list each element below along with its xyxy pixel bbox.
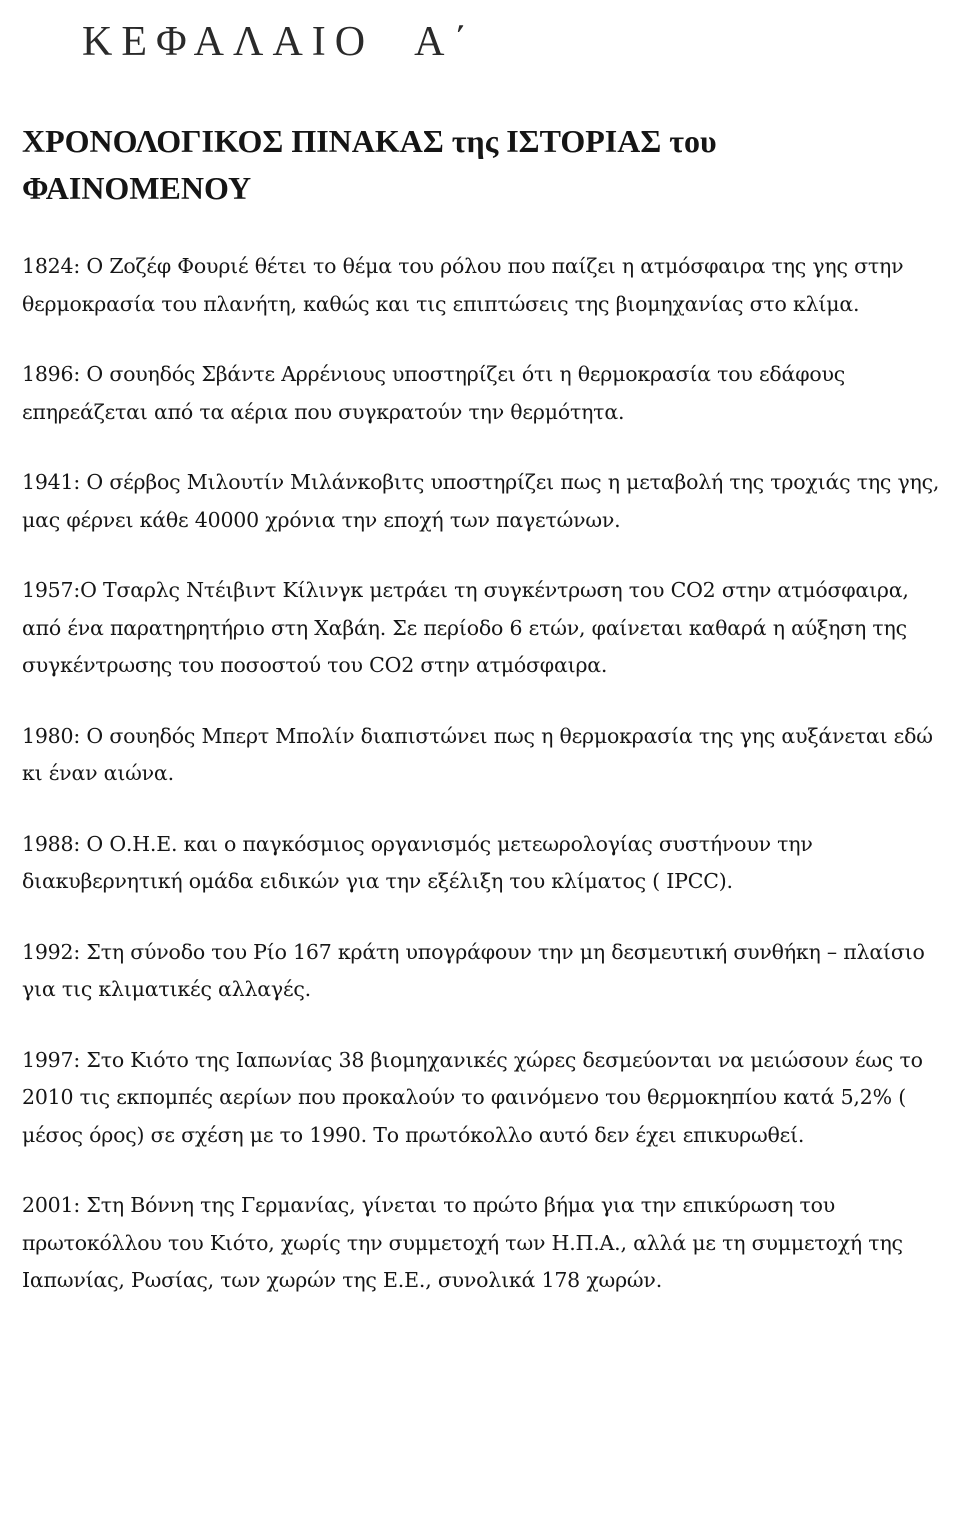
timeline-entry	[22, 718, 942, 793]
entry-year: 1941:	[22, 470, 81, 494]
timeline-entry	[22, 248, 942, 323]
entry-text: Ο Τσαρλς Ντέιβιντ Κίλινγκ μετράει τη συγκέντρωση του CO2 στην ατμόσφαιρα, από ένα παρατηρητήριο στη Χαβάη. Σε περίοδο 6 ετών, φαίνεται καθαρά η αύξηση της συγκέντρωσης του ποσοστού του CO2 στην ατμόσφαιρα.	[22, 578, 909, 677]
timeline-entry	[22, 1042, 942, 1155]
chapter-word: ΚΕΦΑΛΑΙΟ	[82, 19, 375, 65]
entry-text: Ο σουηδός Μπερτ Μπολίν διαπιστώνει πως η θερμοκρασία της γης αυξάνεται εδώ κι έναν αιώνα.	[22, 723, 933, 785]
entry-year: 1992:	[22, 939, 81, 964]
entry-year: 1957:	[22, 578, 81, 602]
timeline-entry	[22, 1187, 942, 1300]
entry-text: Ο Ο.Η.Ε. και ο παγκόσμιος οργανισμός μετεωρολογίας συστήνουν την διακυβερνητική ομάδα ειδικών για την εξέλιξη του κλίματος ( IPCC).	[22, 831, 813, 893]
timeline-entry	[22, 356, 942, 431]
entry-year: 1997:	[22, 1047, 81, 1072]
entry-text: Στο Κιότο της Ιαπωνίας 38 βιομηχανικές χώρες δεσμεύονται να μειώσουν έως το 2010 τις εκπομπές αερίων που προκαλούν το φαινόμενο του θερμοκηπίου κατά 5,2% ( μέσος όρος) σε σχέση με το 1990. Το πρωτόκολλο αυτό δεν έχει επικυρωθεί.	[22, 1047, 923, 1147]
entry-year: 1896:	[22, 362, 81, 386]
chapter-numeral: Α΄	[414, 19, 477, 65]
entry-year: 1824:	[22, 254, 81, 278]
entry-text: Ο σέρβος Μιλουτίν Μιλάνκοβιτς υποστηρίζει πως η μεταβολή της τροχιάς της γης, μας φέρνει κάθε 40000 χρόνια την εποχή των παγετώνων.	[22, 470, 940, 532]
entry-year: 2001:	[22, 1193, 81, 1217]
timeline-entry	[22, 826, 942, 901]
entry-text: Στη Βόννη της Γερμανίας, γίνεται το πρώτο βήμα για την επικύρωση του πρωτοκόλλου του Κιότο, χωρίς την συμμετοχή των Η.Π.Α., αλλά με τη συμμετοχή της Ιαπωνίας, Ρωσίας, των χωρών της Ε.Ε., συνολικά 178 χωρών.	[22, 1193, 903, 1292]
timeline-entry	[22, 934, 942, 1009]
entry-year: 1980:	[22, 723, 81, 748]
timeline-entry	[22, 572, 942, 685]
entry-text: Στη σύνοδο του Ρίο 167 κράτη υπογράφουν την μη δεσμευτική συνθήκη – πλαίσιο για τις κλιματικές αλλαγές.	[22, 939, 925, 1001]
chapter-heading	[82, 18, 476, 66]
timeline-list	[22, 248, 942, 1300]
timeline-entry	[22, 464, 942, 539]
page-title: ΧΡΟΝΟΛΟΓΙΚΟΣ ΠΙΝΑΚΑΣ της ΙΣΤΟΡΙΑΣ του ΦΑΙΝΟΜΕΝΟΥ	[22, 123, 717, 206]
entry-year: 1988:	[22, 831, 81, 856]
entry-text: Ο σουηδός Σβάντε Αρρένιους υποστηρίζει ότι η θερμοκρασία του εδάφους επηρεάζεται από τα αέρια που συγκρατούν την θερμότητα.	[22, 362, 846, 424]
entry-text: Ο Ζοζέφ Φουριέ θέτει το θέμα του ρόλου που παίζει η ατμόσφαιρα της γης στην θερμοκρασία του πλανήτη, καθώς και τις επιπτώσεις της βιομηχανίας στο κλίμα.	[22, 254, 904, 316]
